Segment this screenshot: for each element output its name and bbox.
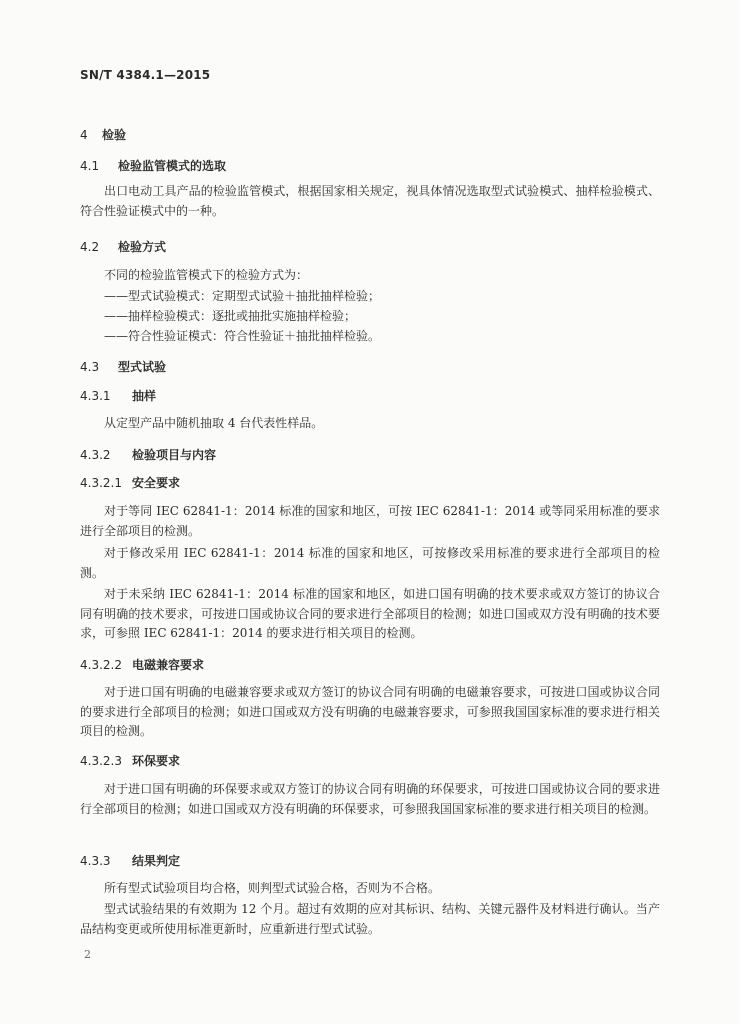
list-item: ——抽样检验模式：逐批或抽批实施抽样检验； bbox=[104, 309, 357, 323]
paragraph: 对于未采纳 IEC 62841-1：2014 标准的国家和地区，如进口国有明确的技术要求或双方签订的协议合同有明确的技术要求，可按进口国或协议合同的要求进行全部项目的检测；如进口国或双方没有明确的技术要求，可参照 IEC 62841-1：2014 的要求进行相关项目的检测。 bbox=[80, 587, 660, 640]
section-title: 检验方式 bbox=[118, 240, 167, 254]
section-title: 抽样 bbox=[132, 389, 157, 403]
section-title: 检验监管模式的选取 bbox=[118, 159, 227, 173]
section-number: 4.2 bbox=[80, 240, 100, 254]
paragraph: 型式试验结果的有效期为 12 个月。超过有效期的应对其标识、结构、关键元器件及材料进行确认。当产品结构变更或所使用标准更新时，应重新进行型式试验。 bbox=[80, 902, 660, 936]
section-number: 4.3.2.3 bbox=[80, 754, 122, 768]
paragraph: 不同的检验监管模式下的检验方式为： bbox=[104, 268, 309, 282]
section-number: 4.3.2 bbox=[80, 448, 111, 462]
section-4-2-heading bbox=[80, 238, 166, 255]
section-4-heading bbox=[80, 126, 126, 143]
section-title: 检验 bbox=[102, 128, 127, 142]
section-title: 电磁兼容要求 bbox=[132, 658, 205, 672]
paragraph: 出口电动工具产品的检验监管模式，根据国家相关规定，视具体情况选取型式试验模式、抽样检验模式、符合性验证模式中的一种。 bbox=[80, 184, 660, 218]
section-4-3-2-1-heading bbox=[80, 474, 180, 491]
paragraph: 对于等同 IEC 62841-1：2014 标准的国家和地区，可按 IEC 62841-1：2014 或等同采用标准的要求进行全部项目的检测。 bbox=[80, 504, 660, 538]
page-number: 2 bbox=[84, 948, 91, 961]
section-4-3-2-heading bbox=[80, 446, 216, 463]
section-number: 4.3.2.2 bbox=[80, 658, 122, 672]
section-number: 4.3.2.1 bbox=[80, 476, 122, 490]
standard-number: SN/T 4384.1—2015 bbox=[80, 68, 211, 82]
section-4-3-2-2-heading bbox=[80, 656, 204, 673]
section-4-3-3-heading bbox=[80, 852, 180, 869]
list-item: ——型式试验模式：定期型式试验＋抽批抽样检验； bbox=[104, 289, 381, 303]
section-4-1-heading bbox=[80, 157, 226, 174]
list-item: ——符合性验证模式：符合性验证＋抽批抽样检验。 bbox=[104, 329, 381, 343]
section-number: 4.3.3 bbox=[80, 854, 111, 868]
section-title: 安全要求 bbox=[132, 476, 181, 490]
paragraph: 所有型式试验项目均合格，则判型式试验合格，否则为不合格。 bbox=[104, 881, 441, 895]
paragraph: 从定型产品中随机抽取 4 台代表性样品。 bbox=[104, 416, 324, 430]
section-title: 结果判定 bbox=[132, 854, 181, 868]
section-title: 检验项目与内容 bbox=[132, 448, 217, 462]
section-number: 4.3.1 bbox=[80, 389, 111, 403]
section-title: 环保要求 bbox=[132, 754, 181, 768]
section-4-3-2-3-heading bbox=[80, 752, 180, 769]
section-number: 4.3 bbox=[80, 360, 100, 374]
paragraph: 对于进口国有明确的环保要求或双方签订的协议合同有明确的环保要求，可按进口国或协议合同的要求进行全部项目的检测；如进口国或双方没有明确的环保要求，可参照我国国家标准的要求进行相关项目的检测。 bbox=[80, 782, 660, 816]
paragraph: 对于进口国有明确的电磁兼容要求或双方签订的协议合同有明确的电磁兼容要求，可按进口国或协议合同的要求进行全部项目的检测；如进口国或双方没有明确的电磁兼容要求，可参照我国国家标准的要求进行相关项目的检测。 bbox=[80, 685, 660, 738]
section-4-3-1-heading bbox=[80, 387, 156, 404]
section-title: 型式试验 bbox=[118, 360, 167, 374]
section-number: 4 bbox=[80, 128, 88, 142]
section-4-3-heading bbox=[80, 358, 166, 375]
section-number: 4.1 bbox=[80, 159, 100, 173]
paragraph: 对于修改采用 IEC 62841-1：2014 标准的国家和地区，可按修改采用标准的要求进行全部项目的检测。 bbox=[80, 546, 660, 580]
